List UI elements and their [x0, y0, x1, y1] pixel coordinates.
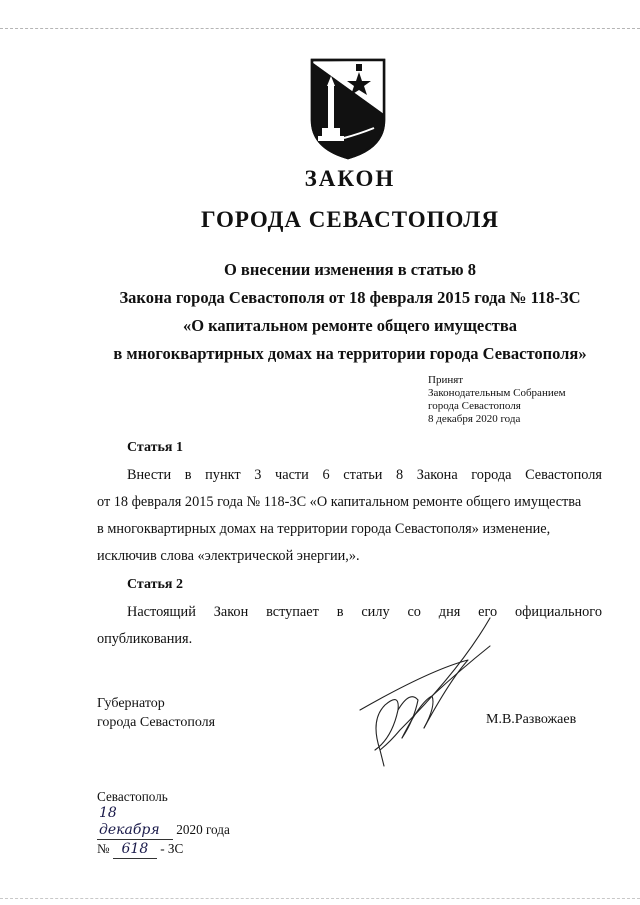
- word: Севастополя: [525, 467, 602, 483]
- coat-of-arms-icon: [304, 56, 392, 160]
- adoption-note-line: Принят: [428, 374, 464, 386]
- word: официального: [515, 604, 602, 620]
- document-footer: [97, 788, 230, 859]
- signatory-position-line: Губернатор: [97, 696, 165, 711]
- scan-bottom-edge: [0, 898, 640, 899]
- adoption-note-line: Законодательным Собранием: [428, 387, 566, 399]
- word: в: [184, 467, 192, 483]
- footer-city: Севастополь: [97, 789, 168, 804]
- handwritten-signature: [340, 610, 500, 770]
- subject-line: Закона города Севастополя от 18 февраля 2015 года № 118-ЗС: [119, 288, 581, 307]
- word: силу: [361, 604, 390, 620]
- word: части: [275, 467, 309, 483]
- number-suffix: - ЗС: [160, 841, 184, 856]
- word: дня: [438, 604, 461, 620]
- signatory-position-line: города Севастополя: [97, 715, 216, 730]
- document-title: ЗАКОН: [304, 166, 396, 191]
- word: 3: [254, 467, 262, 483]
- word: Настоящий: [127, 604, 196, 620]
- word: Внести: [127, 467, 172, 483]
- footer-year: 2020 года: [176, 822, 230, 837]
- article-1-heading: Статья 1: [127, 440, 183, 455]
- word: 6: [322, 467, 330, 483]
- word: 8: [396, 467, 404, 483]
- subject-line: в многоквартирных домах на территории города Севастополя»: [113, 344, 587, 363]
- number-sign: №: [97, 841, 110, 856]
- word: его: [478, 604, 498, 620]
- article-1-line-3: в многоквартирных домах на территории города Севастополя» изменение,: [97, 521, 551, 537]
- article-1-line-2: от 18 февраля 2015 года № 118-ЗС «О капитальном ремонте общего имущества: [97, 494, 582, 510]
- adoption-note-line: 8 декабря 2020 года: [428, 413, 521, 425]
- word: в: [336, 604, 344, 620]
- document-issuer: ГОРОДА СЕВАСТОПОЛЯ: [200, 207, 500, 232]
- article-2-line-2: опубликования.: [97, 631, 193, 647]
- handwritten-number: 618: [113, 841, 157, 859]
- article-1-line-4: исключив слова «электрической энергии,».: [97, 548, 360, 564]
- handwritten-date: 18 декабря: [97, 805, 173, 840]
- adoption-note: [428, 374, 588, 426]
- article-1-line-1: [97, 462, 602, 489]
- word: Закон: [213, 604, 249, 620]
- article-1-text: [97, 462, 602, 570]
- word: пункт: [205, 467, 241, 483]
- word: со: [407, 604, 421, 620]
- footer-number: [97, 840, 230, 859]
- footer-date: [97, 805, 230, 840]
- subject-line: О внесении изменения в статью 8: [223, 260, 477, 279]
- word: статьи: [343, 467, 383, 483]
- scan-top-edge: [0, 28, 640, 29]
- signatory-position: [97, 694, 215, 732]
- word: города: [471, 467, 512, 483]
- article-2-heading: Статья 2: [127, 577, 183, 592]
- word: вступает: [266, 604, 319, 620]
- signatory-name: М.В.Развожаев: [486, 712, 577, 727]
- word: Закона: [416, 467, 458, 483]
- subject-line: «О капитальном ремонте общего имущества: [182, 316, 518, 335]
- adoption-note-line: города Севастополя: [428, 400, 521, 412]
